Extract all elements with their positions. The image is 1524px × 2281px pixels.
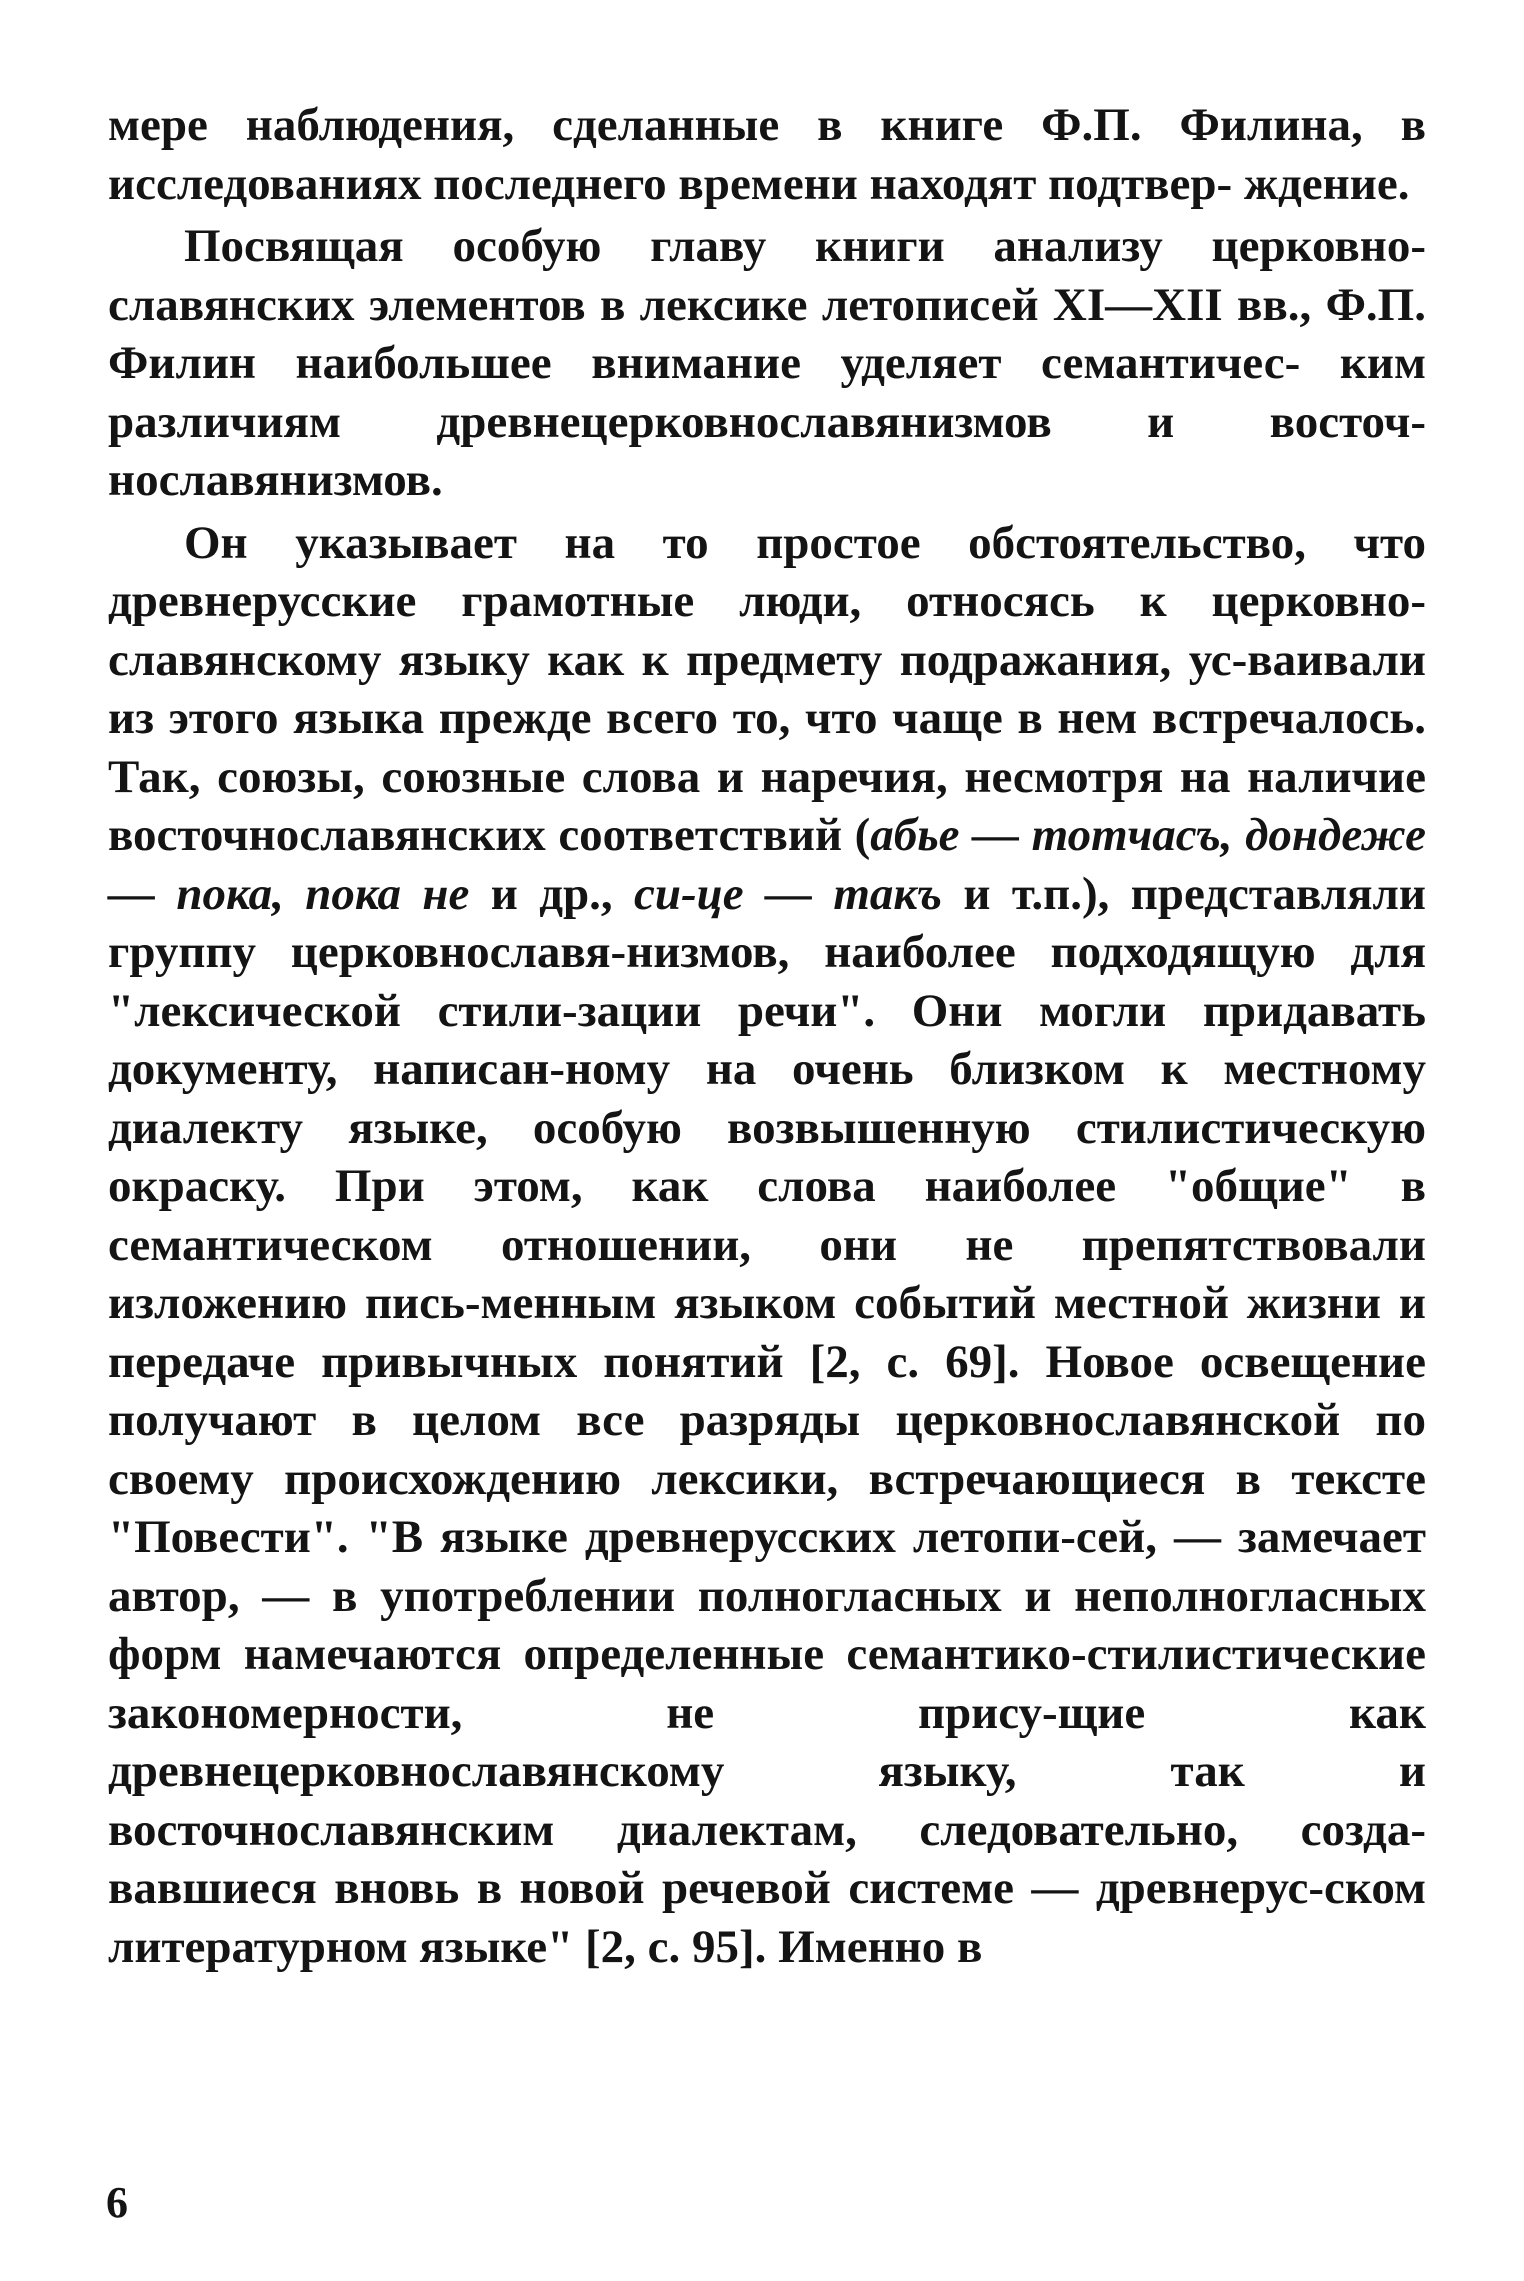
paragraph-2-line-5: нославянизмов. [108, 454, 443, 506]
paragraph-2-line-2: славянских элементов в лексике летописей XI—XII вв., [108, 278, 1312, 331]
paragraph-2-line-1: Посвящая особую главу книги анализу церковно- [184, 220, 1426, 272]
paragraph-2-line-4: ким различиям древнецерковнославянизмов и восточ- [108, 337, 1427, 448]
page-number: 6 [106, 2178, 128, 2227]
paragraph-2-line-3: Ф.П. Филин наибольшее внимание уделяет семантичес- [108, 278, 1426, 389]
example-words-italic-1: абье — тотчасъ, дондеже — пока, пока не [108, 809, 1427, 920]
paragraph-1-line-3: ждение. [1243, 157, 1410, 210]
paragraph-1-line-2: исследованиях последнего времени находят подтвер- [108, 157, 1233, 210]
paragraph-3-text-start: Он указывает на то простое обстоятельство, что древнерусские грамотные люди, относясь к церковно-славянскому языку как к предмету подражания, ус-ваивали из этого языка прежде всего то, что чаще в нем встречалось. Так, союзы, союзные слова и наречия, несмотря на наличие восточнославянских соответствий ( [108, 516, 1426, 861]
paragraph-2 [108, 217, 1426, 510]
paragraph-1-line-1: мере наблюдения, сделанные в книге Ф.П. Филина, в [108, 99, 1426, 151]
paragraph-3-text-middle: и др., [469, 867, 634, 920]
paragraph-3 [108, 514, 1426, 1977]
paragraph-1 [108, 96, 1426, 213]
book-page-text [108, 96, 1426, 1980]
example-words-italic-2: си-це — такъ [633, 867, 943, 920]
paragraph-3-text-end: и т.п.), представляли группу церковнославя-низмов, наиболее подходящую для "лексической стили-зации речи". Они могли придавать документу, написан-ному на очень близком к местному диалекту языке, особую возвышенную стилистическую окраску. При этом, как слова наиболее "общие" в семантическом отношении, они не препятствовали изложению пись-менным языком событий местной жизни и передаче привычных понятий [2, с. 69]. Новое освещение получают в целом все разряды церковнославянской по своему происхождению лексики, встречающиеся в тексте "Повести". "В языке древнерусских летопи-сей, — замечает автор, — в употреблении полногласных и неполногласных форм намечаются определенные семантико-стилистические закономерности, не прису-щие как древнецерковнославянскому языку, так и восточнославянским диалектам, следовательно, созда-вавшиеся вновь в новой речевой системе — древнерус-ском литературном языке" [2, с. 95]. Именно в [108, 867, 1426, 1973]
